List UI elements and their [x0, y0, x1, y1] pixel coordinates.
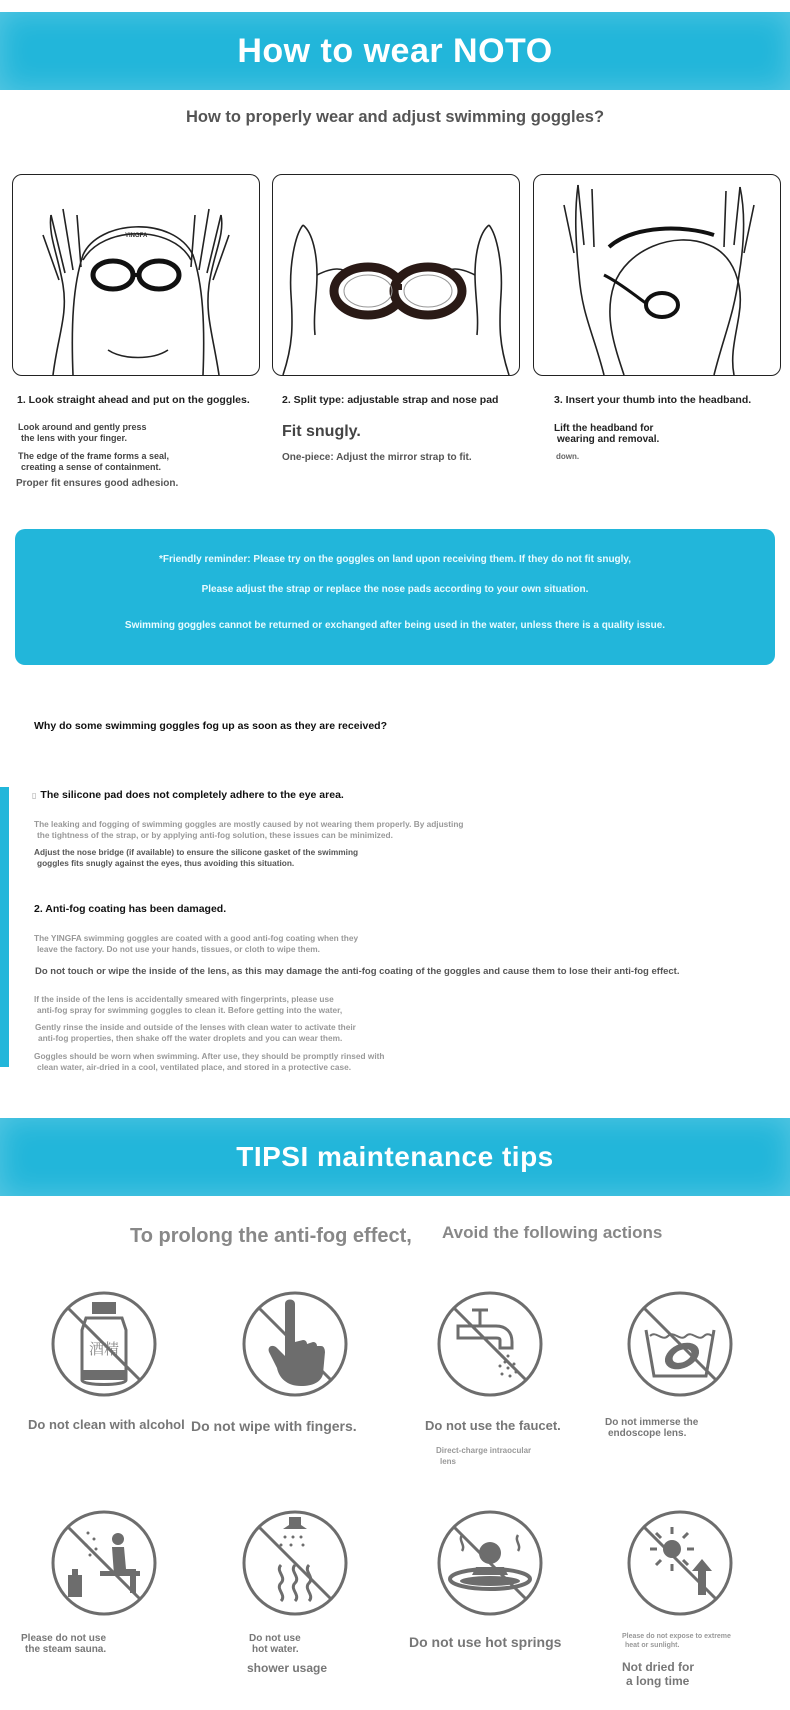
- tip-caption-shower: hot water.: [252, 1644, 299, 1655]
- tips-subtitle-right: Avoid the following actions: [442, 1223, 663, 1242]
- friendly-reminder-box: [15, 529, 775, 665]
- card-logo-text: YINGFA: [125, 233, 148, 239]
- tip-small-sun: Please do not expose to extreme: [622, 1633, 731, 1640]
- reminder-line: Please adjust the strap or replace the nose pads according to your own situation.: [201, 584, 589, 595]
- tips-banner: [0, 1118, 790, 1196]
- reason2-line: Do not touch or wipe the inside of the lens, as this may damage the anti-fog coating of the goggles and cause them to lose their anti-fog effect.: [35, 966, 680, 977]
- reason2-line: Gently rinse the inside and outside of the lenses with clean water to activate their: [35, 1022, 356, 1032]
- tip-caption-faucet: Do not use the faucet.: [425, 1418, 561, 1433]
- step2-line: One-piece: Adjust the mirror strap to fit.: [282, 452, 472, 463]
- reminder-line: *Friendly reminder: Please try on the goggles on land upon receiving them. If they do not fit snugly,: [158, 554, 632, 565]
- step3-line: down.: [556, 452, 580, 461]
- tip-caption-immerse: Do not immerse the: [605, 1417, 699, 1428]
- put-on-goggles-illustration: [13, 175, 259, 375]
- reason1-line: the tightness of the strap, or by applying anti-fog solution, these issues can be minimized.: [37, 830, 393, 840]
- tips-subtitle-left: To prolong the anti-fog effect,: [130, 1225, 412, 1247]
- step3-line: wearing and removal.: [557, 434, 660, 445]
- step2-big-text: Fit snugly.: [282, 423, 361, 440]
- reason2-title: 2. Anti-fog coating has been damaged.: [34, 903, 227, 915]
- step1-line: creating a sense of containment.: [21, 462, 162, 472]
- tip-caption-dried: Not dried for: [622, 1660, 694, 1674]
- sun-icon: [626, 1509, 734, 1617]
- page-title: How to wear NOTO: [237, 32, 553, 70]
- step1-line: the lens with your finger.: [21, 433, 128, 443]
- faucet-icon: [436, 1290, 544, 1398]
- step2-illustration: [272, 174, 520, 376]
- tip-caption-sauna: Please do not use: [21, 1633, 107, 1644]
- tip-sub-faucet: lens: [440, 1457, 457, 1466]
- tips-title: TIPSI maintenance tips: [236, 1141, 554, 1172]
- tip-sub-shower: shower usage: [247, 1661, 328, 1675]
- reason1-title: The silicone pad does not completely adhere to the eye area.: [40, 789, 344, 801]
- section-accent-bar: [0, 787, 9, 1067]
- step1-line: Look around and gently press: [18, 422, 147, 432]
- reason1-line: Adjust the nose bridge (if available) to ensure the silicone gasket of the swimming: [34, 847, 359, 857]
- tip-caption-alcohol: Do not clean with alcohol: [28, 1417, 185, 1432]
- hot-spring-icon: [436, 1509, 544, 1617]
- finger-icon: [241, 1290, 349, 1398]
- tip-caption-hot-springs: Do not use hot springs: [409, 1634, 562, 1650]
- step2-title: 2. Split type: adjustable strap and nose pad: [282, 394, 499, 406]
- wear-subtitle: How to properly wear and adjust swimming goggles?: [185, 108, 605, 126]
- sauna-icon: [50, 1509, 158, 1617]
- reason2-line: clean water, air-dried in a cool, ventilated place, and stored in a protective case.: [37, 1062, 352, 1072]
- header-banner: [0, 12, 790, 90]
- reason1-line: The leaking and fogging of swimming goggles are mostly caused by not wearing them properly. By adjusting: [34, 819, 464, 829]
- step1-line: The edge of the frame forms a seal,: [18, 451, 170, 461]
- insert-thumb-illustration: [534, 175, 780, 375]
- step3-title: 3. Insert your thumb into the headband.: [554, 394, 752, 406]
- tip-small-sun: heat or sunlight.: [625, 1642, 680, 1649]
- reason1-heading: [32, 789, 344, 801]
- alcohol-label: 酒精: [88, 1340, 120, 1358]
- step1-line: Proper fit ensures good adhesion.: [16, 478, 179, 489]
- tip-caption-shower: Do not use: [249, 1633, 301, 1644]
- tip-caption-sauna: the steam sauna.: [25, 1644, 107, 1655]
- step1-illustration: [12, 174, 260, 376]
- step3-illustration: [533, 174, 781, 376]
- reason2-line: anti-fog properties, then shake off the water droplets and you can wear them.: [38, 1033, 343, 1043]
- tip-sub-faucet: Direct-charge intraocular: [436, 1446, 532, 1455]
- reason2-line: leave the factory. Do not use your hands, tissues, or cloth to wipe them.: [37, 944, 320, 954]
- alcohol-icon: [50, 1290, 158, 1398]
- step3-line: Lift the headband for: [554, 423, 654, 434]
- reason2-line: If the inside of the lens is accidentally smeared with fingerprints, please use: [34, 994, 334, 1004]
- reason2-line: The YINGFA swimming goggles are coated with a good anti-fog coating when they: [34, 933, 359, 943]
- reminder-line: Swimming goggles cannot be returned or exchanged after being used in the water, unless there is a quality issue.: [124, 620, 666, 631]
- goggles-strap-illustration: [273, 175, 519, 375]
- reason2-line: anti-fog spray for swimming goggles to clean it. Before getting into the water,: [37, 1005, 343, 1015]
- reason1-line: goggles fits snugly against the eyes, thus avoiding this situation.: [37, 858, 295, 868]
- immerse-icon: [626, 1290, 734, 1398]
- bullet-icon: ▯: [32, 791, 37, 800]
- fog-question: Why do some swimming goggles fog up as soon as they are received?: [34, 720, 387, 732]
- tip-caption-immerse: endoscope lens.: [608, 1428, 687, 1439]
- tip-caption-dried: a long time: [626, 1674, 690, 1688]
- tip-caption-fingers: Do not wipe with fingers.: [191, 1418, 357, 1434]
- step1-title: 1. Look straight ahead and put on the goggles.: [17, 394, 250, 406]
- shower-icon: [241, 1509, 349, 1617]
- reason2-line: Goggles should be worn when swimming. After use, they should be promptly rinsed with: [34, 1051, 385, 1061]
